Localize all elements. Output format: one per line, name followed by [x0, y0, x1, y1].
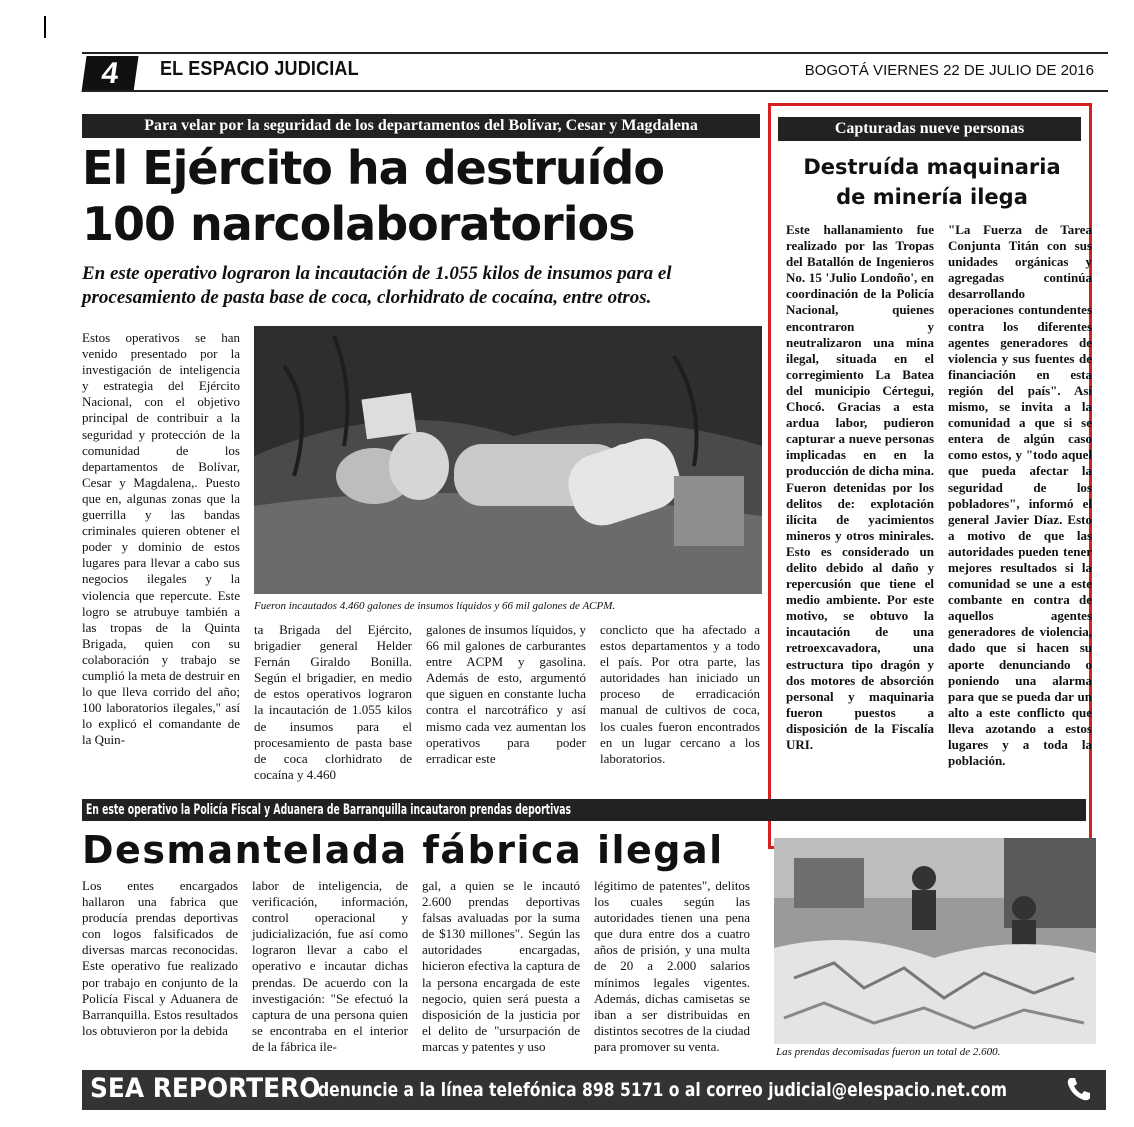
article2-headline: Desmantelada fábrica ilegal	[82, 828, 724, 872]
article2-photo	[774, 838, 1096, 1044]
box-column-1: Este hallanamiento fue realizado por las Tropas del Batallón de Ingenieros No. 15 'Julio Londoño', en coordinación de la Policía Nacional, quienes encontraron y neutralizaron una mina ilegal, situada en el corregimiento La Batea del municipio Cértegui, Chocó. Gracias a esta ardua labor, pudieron capturar a nueve personas implicadas en en la producción de dicha mina. Fueron detenidas por los delitos de: explotación ilícita de yacimientos mineros y otros minirales. Esto es considerado un delito debido al daño y repercusión que tiene el medio ambiente. Por este motivo, se obtuvo la incautación de una retroexcavadora, una estructura tipo dragón y dos motores de absorción personal y maquinaria fueron puestos a disposición de la Fiscalía URI.	[786, 222, 934, 752]
article1-photo-illustration	[254, 326, 762, 594]
page-number: 4	[81, 56, 138, 92]
phone-icon	[1064, 1074, 1094, 1104]
header-rule-top	[82, 52, 1108, 54]
article1-column-2: ta Brigada del Ejército, brigadier general Helder Fernán Giraldo Bonilla. Según el brigadier, en medio de estos operativos lograron la incautación de 1.055 kilos de insumos para el procesamiento de pasta base de coca clorhidrato de cocaína y 4.460	[254, 622, 412, 782]
article1-deck: En este operativo lograron la incautación de 1.055 kilos de insumos para el procesamiento de pasta base de coca, clorhidrato de cocaína, entre otros.	[82, 263, 672, 308]
article1-column-1: Estos operativos se han venido presentado por la investigación de inteligencia y estrategia del Ejército Nacional, con el objetivo principal de contribuir a la seguridad y protección de la comunidad de los departamentos de Bolívar, Cesar y Magdalena,. Puesto que en, algunas zonas que la guerrilla y las bandas criminales quieren obtener el poder y dominio de estos lugares para llevar a cabo sus negocios ilegales y la violencia que repercute. Este logro se atrubuye también a las tropas de la Quinta Brigada, quien con su colaboración y trabajo se cumplió la meta de destruir en lo que lleva corrido del año; 100 laboratorios ilegales," así lo explicó el comandante de la Quin-	[82, 330, 240, 748]
article1-headline	[82, 140, 772, 252]
article1-photo	[254, 326, 762, 594]
page-margin-mark	[44, 16, 46, 38]
article1-column-4: conclicto que ha afectado a estos departamentos y a todo el país. Por otra parte, las autoridades han iniciado un proceso de erradicación manual de cultivos de coca, los cuales fueron encontrados en un lugar cercano a los laboratorios.	[600, 622, 760, 766]
footer-message: denuncie a la línea telefónica 898 5171 o al correo judicial@elespacio.net.com	[318, 1079, 1007, 1101]
footer-banner	[82, 1070, 1106, 1110]
footer-brand: SEA REPORTERO	[90, 1073, 321, 1104]
article2-kicker-text: En este operativo la Policía Fiscal y Aduanera de Barranquilla incautaron prendas deportivas	[85, 802, 572, 818]
article2-column-1: Los entes encargados hallaron una fabrica que producía prendas deportivas con logos falsificados de diversas marcas reconocidas. Este operativo fue realizado por trabajo en conjunto de la Policía Fiscal y Aduanera de Barranquilla. Estos resultados los obtuvieron por la debida	[82, 878, 238, 1038]
box-kicker: Capturadas nueve personas	[778, 117, 1081, 141]
section-title: EL ESPACIO JUDICIAL	[160, 58, 359, 80]
article1-column-3: galones de insumos líquidos, y 66 mil galones de carburantes entre ACPM y gasolina. Además de esto, argumentó que siguen en constante lucha contra el narcotráfico y así mismo cada vez aumentan los operativos para poder erradicar este	[426, 622, 586, 766]
box-headline-line1: Destruída maquinaria	[803, 155, 1061, 179]
issue-date: BOGOTÁ VIERNES 22 DE JULIO DE 2016	[804, 62, 1094, 79]
article1-headline-line1: El Ejército ha destruído	[82, 141, 664, 195]
article1-photo-caption: Fueron incautados 4.460 galones de insumos líquidos y 66 mil galones de ACPM.	[254, 600, 616, 612]
article2-kicker	[82, 799, 758, 821]
box-column-2: "La Fuerza de Tarea Conjunta Titán con sus unidades orgánicas y agregadas continúa desarrollando operaciones contundentes contra los diferentes agentes generadores de violencia y sus fuentes de financiación en esta región del país". Así mismo, se invita a la comunidad a que si se entera de algún caso como estos, y "todo aquel que pueda afectar la seguridad de los pobladores", informó el general Javier Díaz. Esto a motivo de que las autoridades pueden tener mejores resultados si la comunidad se une a este combante en contra de aquellos agentes generadores de violencia, dado que si hacen su aporte denunciando o poniendo una alarma para que se pueda dar un alto a este conflicto que lleva azotando a estos lugares y a toda la población.	[948, 222, 1092, 769]
article2-photo-caption: Las prendas decomisadas fueron un total de 2.600.	[776, 1046, 1001, 1058]
article1-kicker: Para velar por la seguridad de los departamentos del Bolívar, Cesar y Magdalena	[82, 114, 760, 138]
article2-photo-illustration	[774, 838, 1096, 1044]
box-headline-line2: de minería ilega	[836, 185, 1028, 209]
article1-headline-line2: 100 narcolaboratorios	[82, 197, 635, 251]
box-headline	[782, 152, 1082, 212]
article2-column-4: légitimo de patentes", delitos los cuales según las autoridades tienen una pena que dura entre dos a cuatro años de prisión, y una multa de 20 a 2.000 salarios mínimos legales vigentes. Además, dichas camisetas se iban a ser distribuidas en distintos secotres de la ciudad para promover su venta.	[594, 878, 750, 1054]
article2-column-2: labor de inteligencia, de verificación, información, control operacional y judicialización, fue así como lograron llevar a cabo el operativo e incautar dichas prendas. De acuerdo con la investigación: "Se efectuó la captura de una persona quien se encontraba en el interior de la fábrica ile-	[252, 878, 408, 1054]
article2-column-3: gal, a quien se le incautó 2.600 prendas deportivas falsas avaluadas por la suma de $130 millones". Según las autoridades encargadas, hicieron efectiva la captura de la persona encargada de este negocio, quien será puesta a disposición de la justicia por el delito de "ursurpación de marcas y patentes y uso	[422, 878, 580, 1054]
article2-kicker-band-extension	[758, 799, 1086, 821]
header-rule-bottom	[82, 90, 1108, 92]
